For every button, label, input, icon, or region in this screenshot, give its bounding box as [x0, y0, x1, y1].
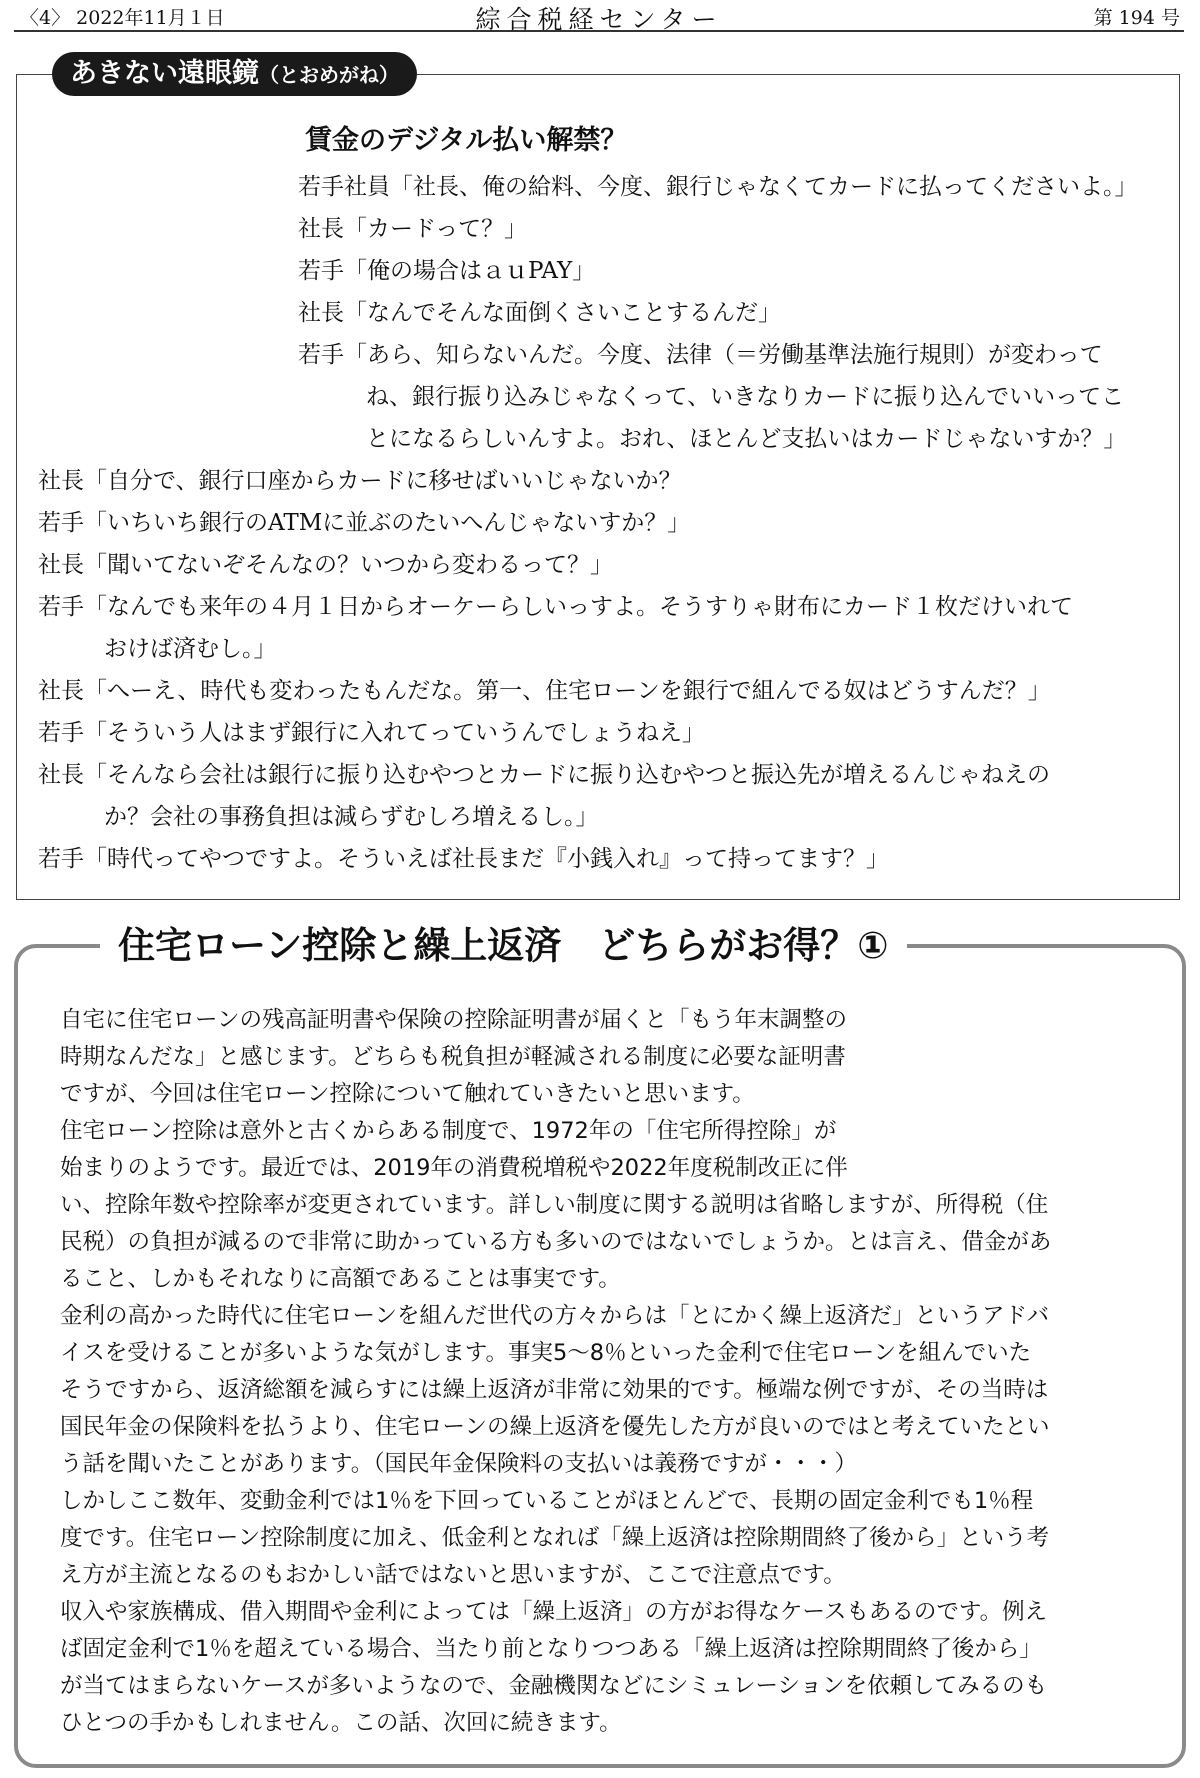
dialogue-line: 社長「そんなら会社は銀行に振り込むやつとカードに振り込むやつと振込先が増えるんじゃねえの	[38, 762, 1050, 788]
article-line: う話を聞いたことがあります。（国民年金保険料の支払いは義務ですが・・・）	[60, 1451, 857, 1477]
page-number: 〈4〉	[20, 7, 71, 29]
dialogue-line: か？会社の事務負担は減らずむしろ増えるし。」	[104, 804, 599, 830]
article-line: 金利の高かった時代に住宅ローンを組んだ世代の方々からは「とにかく繰上返済だ」というアドバ	[60, 1303, 1050, 1329]
dialogue-line: 社長「なんでそんな面倒くさいことするんだ」	[298, 300, 781, 326]
dialogue-line: 若手「時代ってやつですよ。そういえば社長まだ『小銭入れ』って持ってます？」	[38, 846, 889, 872]
article-line: ですが、今回は住宅ローン控除について触れていきたいと思います。	[60, 1081, 755, 1107]
dialogue-line: おけば済むし。」	[104, 636, 277, 662]
dialogue-line: 社長「へーえ、時代も変わったもんだな。第一、住宅ローンを銀行で組んでる奴はどうすんだ？」	[38, 678, 1051, 704]
dialogue-line: ね、銀行振り込みじゃなくって、いきなりカードに振り込んでいいってこ	[366, 384, 1125, 410]
article-line: 自宅に住宅ローンの残高証明書や保険の控除証明書が届くと「もう年末調整の	[60, 1007, 848, 1033]
article-line: ば固定金利で1％を超えている場合、当たり前となりつつある「繰上返済は控除期間終了後から」	[60, 1636, 1042, 1662]
issue-number: 第 194 号	[1093, 7, 1180, 29]
dialogue-line: 若手「そういう人はまず銀行に入れてっていうんでしょうねえ」	[38, 720, 705, 746]
article-line: 度です。住宅ローン控除制度に加え、低金利となれば「繰上返済は控除期間終了後から」という考	[60, 1525, 1050, 1551]
dialogue-line: 若手社員「社長、俺の給料、今度、銀行じゃなくてカードに払ってくださいよ。」	[298, 174, 1138, 200]
article-line: 住宅ローン控除は意外と古くからある制度で、1972年の「住宅所得控除」が	[60, 1118, 837, 1144]
dialogue-line: 若手「なんでも来年の４月１日からオーケーらしいっすよ。そうすりゃ財布にカード１枚だけいれて	[38, 594, 1073, 620]
article-line: ること、しかもそれなりに高額であることは事実です。	[60, 1266, 621, 1292]
dialogue-line: 社長「カードって？」	[298, 216, 528, 242]
article-line: 国民年金の保険料を払うより、住宅ローンの繰上返済を優先した方が良いのではと考えていたとい	[60, 1414, 1050, 1440]
issue-date: 2022年11月１日	[76, 7, 225, 29]
article-line: 時期なんだな」と感じます。どちらも税負担が軽減される制度に必要な証明書	[60, 1044, 846, 1070]
column-title: 賃金のデジタル払い解禁？	[305, 125, 628, 156]
page-header	[14, 0, 1184, 32]
dialogue-line: 若手「あら、知らないんだ。今度、法律（＝労働基準法施行規則）が変わって	[298, 342, 1103, 368]
article-line: ひとつの手かもしれません。この話、次回に続きます。	[60, 1710, 622, 1736]
article-line: そうですから、返済総額を減らすには繰上返済が非常に効果的です。極端な例ですが、その当時は	[60, 1377, 1049, 1403]
dialogue-line: 若手「俺の場合はａｕPAY」	[298, 258, 596, 284]
article-line: イスを受けることが多いような気がします。事実5〜8％といった金利で住宅ローンを組んでいた	[60, 1340, 1032, 1366]
article-line: が当てはまらないケースが多いようなので、金融機関などにシミュレーションを依頼してみるのも	[60, 1673, 1048, 1699]
dialogue-line: 若手「いちいち銀行のATMに並ぶのたいへんじゃないすか？」	[38, 510, 691, 536]
article-line: 収入や家族構成、借入期間や金利によっては「繰上返済」の方がお得なケースもあるのです。例え	[60, 1599, 1048, 1625]
column-name-label	[52, 52, 417, 96]
column-name-reading: （とおめがね）	[259, 63, 399, 87]
dialogue-line: 社長「聞いてないぞそんなの？いつから変わるって？」	[38, 552, 613, 578]
column-name: あきない遠眼鏡	[70, 58, 259, 89]
article-title: 住宅ローン控除と繰上返済 どちらがお得？①	[100, 920, 907, 972]
article-line: え方が主流となるのもおかしい話ではないと思いますが、ここで注意点です。	[60, 1562, 846, 1588]
article-line: 始まりのようです。最近では、2019年の消費税増税や2022年度税制改正に伴	[60, 1155, 848, 1181]
article-line: 民税）の負担が減るので非常に助かっている方も多いのではないでしょうか。とは言え、借金があ	[60, 1229, 1052, 1255]
newspaper-title: 綜合税経センター	[475, 5, 723, 34]
article-line: しかしここ数年、変動金利では1％を下回っていることがほとんどで、長期の固定金利でも1％程	[60, 1488, 1034, 1514]
article-line: い、控除年数や控除率が変更されています。詳しい制度に関する説明は省略しますが、所得税（住	[60, 1192, 1049, 1218]
dialogue-line: とになるらしいんすよ。おれ、ほとんど支払いはカードじゃないすか？」	[366, 426, 1127, 452]
dialogue-line: 社長「自分で、銀行口座からカードに移せばいいじゃないか？	[38, 468, 682, 494]
